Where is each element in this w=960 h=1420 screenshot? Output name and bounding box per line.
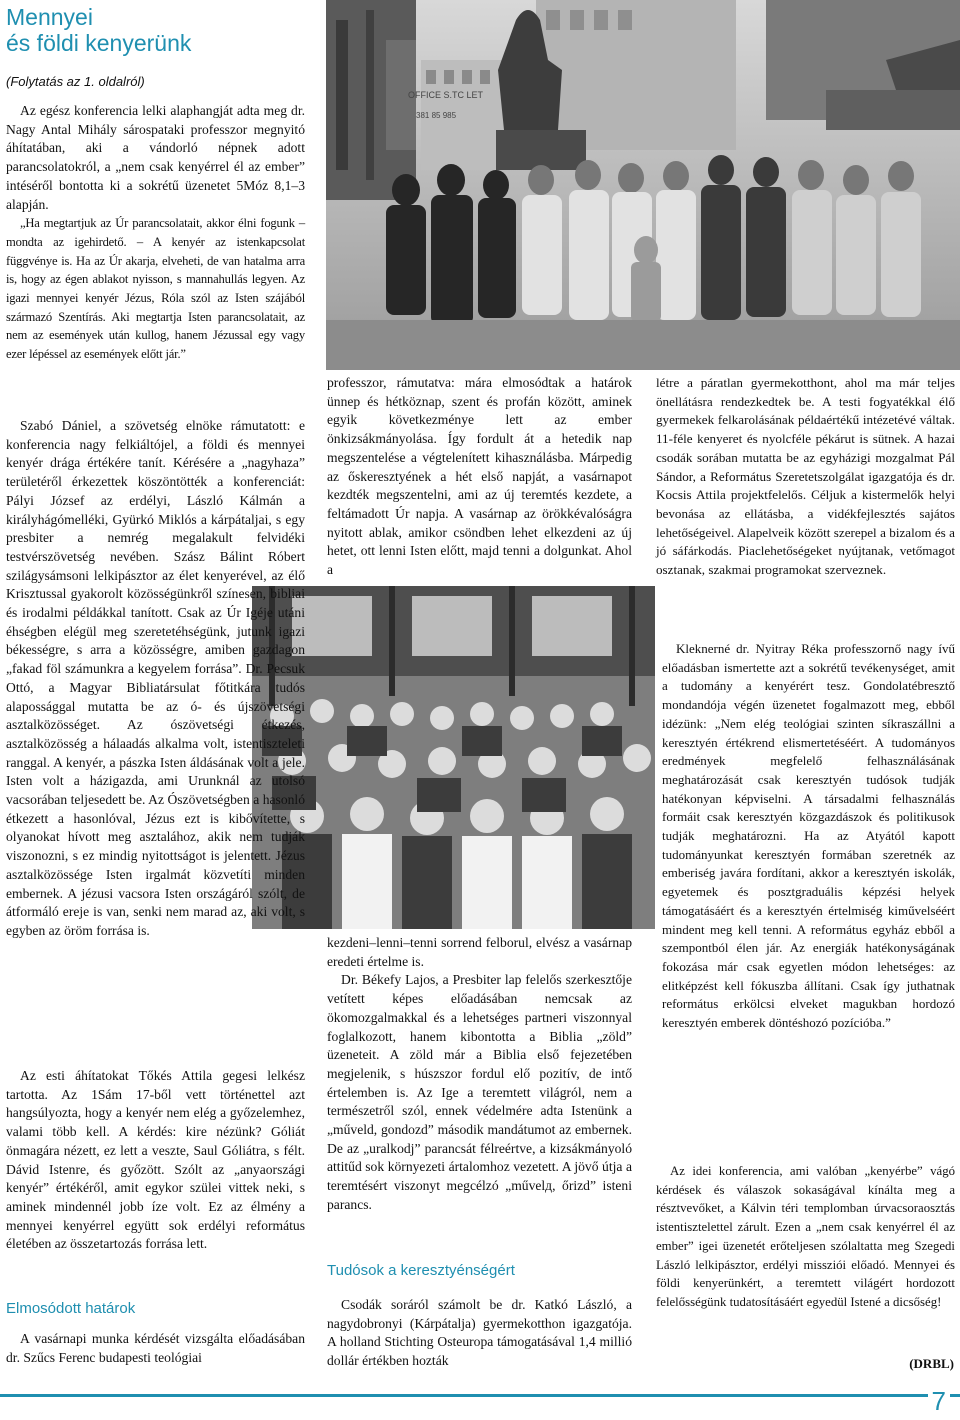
paragraph: Az egész konferencia lelki alaphangját adta meg dr. Nagy Antal Mihály sárospataki professzor megnyitó áhítatában, aki a vándorló népnek adott parancsolatokról, a „nem csak kenyérrel él az ember” intéséről bontotta ki a sokrétű üzenetet 5Móz 8,1–3 alapján.: [6, 103, 305, 212]
paragraph: Dr. Békefy Lajos, a Presbiter lap felelős szerkesztője vetített képes előadásában nemcsak az ökomozgalmakkal és a lehetséges partneri viszonnyal foglalkozott, hanem kibontotta a Biblia „zöld” üzeneteit. A zöld már a Biblia első fejezetében megjelenik, s húszszor fordul elő pozitív, de intő értelemben is. Az Ige a teremtett világról, nem a természetről szól, ennek védelmére adta Istenünk a „műveld, gondozd” második mandátumot az embernek. De az „uralkodj” parancsát félreértve, a kizsákmányoló attitűd sok környezeti ártalomhoz vezetett. A jövő útja a teremtésért viszonyt megcélzó „művelд, őrizd” isteni parancs.: [327, 972, 632, 1212]
footer-rule: [0, 1394, 960, 1397]
paragraph: Szabó Dániel, a szövetség elnöke rámutatott: e konferencia nagy felkiáltójel, a földi és mennyei kenyér drága értékére tanít. Kérésére a „nagyhaza” területéről érkezettek köszöntötték a konferenciát: Pályi József az erdélyi, László Kálmán a királyhágómelléki, Gyürkó Miklós a kárpátaljai, s egy presbiter a nemrég megalakult felvidéki testvérszövetség nevében. Szász Bálint Róbert szilágysámsoni lelkipásztor az élet kenyerével, az élő Krisztussal gyakorolt közösségünkről színesen, bibliai és irodalmi példákkal tanított. Csak az Úr Igéje utáni éhségben elégül meg szeretetéhségünk, jutunk igazi békességre, s arra a közösségre, amiben gazdagon „fakad föl számunkra a kegyelem forrása”. Dr. Pecsuk Ottó, a Magyar Bibliatársulat főtitkára tudós alapossággal mutatta be az ó- és újszövetségi asztalközösséget. Az ószövetségi étkezés, asztalközösség a hálaadás alkalma volt, istentiszteleti ranggal. A kenyér, a pászka Isten áldásának volt a jele. Isten volt a házigazda, ami Urunknál az utolsó vacsorában teljesedett be. Az Ószövetségben a hasonló étkezett a hasonlóval, Jézus ezt is kibővítette, s olyanokat hívott meg asztalához, akik nem tudják viszonozni, s ez mindig nyitottságot is jelentett. Jézus asztalközössége Isten irgalmát közvetíti minden embernek. A jézusi vacsora Isten országáról szólt, de átformáló ereje is van, senki nem marad az, aki volt, s egyben az öröm forrása is.: [6, 418, 305, 938]
paragraph: professzor, rámutatva: mára elmosódtak a határok ünnep és hétköznap, szent és profán között, aminek egyik következménye lett az ember önkizsákmányolása. Így fordult át a hetedik nap megszentelése a végtelenített kihasználásba. Márpedig az őskeresztyének a hét első napját, a vasárnapot kezdték megszentelni, ami az új teremtés kezdete, a feltámadott Úr napja. A vasárnap az örökkévalóságra nyitott ablak, amikor csöndben lehet elkezdeni az új hetet, ott lenni Isten előtt, majd tenni a dolgunkat. Ahol a: [327, 375, 632, 578]
page-number: 7: [928, 1386, 950, 1417]
subheading-tudosok: Tudósok a keresztyénségért: [327, 1262, 515, 1279]
paragraph: Kleknerné dr. Nyitray Réka professzornő nagy ívű előadásban ismertette azt a sokrétű tevékenységet, amit a tudomány a kenyérért tesz. Gondolatébresztő mondandója végén üzenetet fogalmazott meg, ebből idézünk: „Nem elég teológiai szinten síkraszállni a keresztyén értékrend elismertetéséért. A tudományos eredmények megfelelő felhasználásának meghatározását csak keresztyén tudósok tudják hatékonyan képviselni. A társadalmi felhasználás formáit csak keresztyén közgazdászok és politikusok tudják meghatározni. Ha az Atyától kapott tudományunkat keresztyén formában szeretnék az emberiség javára fordítani, akkor a keresztyén iskolák, egyetemek és posztgraduális képzési helyek támogatásáért és a keresztyén értelmiség kiművelséért mindent meg kell tenni. A református egyház ebből a szempontból élen jár. Az energiák hatékonyságának fokozása már csak egyetlen módon lehetséges: az elitképzést kell fókuszba állítani. Csak így juthatnak református erkölcsi elveket magukban hordozó keresztyén emberek döntéshozó pozícióba.”: [662, 641, 955, 1031]
column-3-middle: [662, 640, 955, 1033]
column-1-bottom: [6, 1067, 305, 1254]
continued-note: (Folytatás az 1. oldalról): [6, 74, 145, 89]
article-title: Mennyei és földi kenyerünk: [6, 4, 192, 56]
paragraph: létre a páratlan gyermekotthont, ahol ma már teljes önellátásra rendezkedtek be. A testi fogyatékkal élő gyermekek felkarolásának példaértékű intézetévé váltak. 11-féle kenyeret és nyolcféle pékárut is sütnek. A hazai csodák sorában mutatta be az egyházigi mozgalmat Pál Sándor, a Református Szeretetszolgálat igazgatója és dr. Kocsis Attila projektfelelős. Céljuk a kistermelők helyi bevonása az ellátásba, a vidékfejlesztés sajátos lehetőségeivel. Alapelveik között szerepel a bizalom és a jó sáfárkodás. Piaclehetőségeket nyújtanak, vetőmagot osztanak, szakmai programokat szerveznek.: [656, 375, 955, 578]
author-signature: (DRBL): [909, 1356, 954, 1371]
column-1-top: [6, 102, 305, 364]
column-2-end: [327, 1296, 632, 1371]
paragraph: „Ha megtartjuk az Úr parancsolatait, akkor élni fogunk – mondta az igehirdető. – A kenyér az istenkapcsolat függvénye is. Ha az Úr akarja, elveheti, de van hatalma arra is, hogy az égen ablakot nyisson, s mannahullás legyen. Az igazi mennyei kenyér Jézus, Róla szól az Isten szájából származó Szentírás. Aki megtartja Isten parancsolatait, az nem az események után kullog, hanem Jézussal egy vagy ezer lépéssel az események előtt jár.”: [6, 216, 305, 362]
audience-photo: [252, 586, 655, 929]
building-sign: OFFICE S.TC LET: [408, 90, 484, 100]
column-2-bottom: [327, 934, 632, 1215]
paragraph: Az idei konferencia, ami valóban „kenyérbe” vágó kérdések és válaszok sokaságával kínálta meg a résztvevőket, a Kálvin téri templomban úrvacsoraosztás istentisztelettel zárult. Ezen a „nem csak kenyérrel él az ember” igei üzenetét erőteljesen szólaltatta meg Szegedi László lelkipásztor, erdélyi missziói előadó. Mennyei és földi kenyerünkért, a teremtett világért hordozott felelősségünk tudatosításáért egyedül Istené a dicsőség!: [656, 1164, 955, 1309]
column-1-end: [6, 1330, 305, 1367]
paragraph: Csodák soráról számolt be dr. Katkó László, a nagydobronyi (Kárpátalja) gyermekotthon igazgatója. A holland Stichting Osteuropa támogatásával 1,4 millió dollár értékben hozták: [327, 1297, 632, 1369]
column-3-top: [656, 374, 955, 580]
paragraph: kezdeni–lenni–tenni sorrend felborul, elvész a vasárnap eredeti értelme is.: [327, 935, 632, 969]
paragraph: A vasárnapi munka kérdését vizsgálta előadásában dr. Szűcs Ferenc budapesti teológiai: [6, 1331, 305, 1365]
column-3-bottom: [656, 1162, 955, 1312]
column-2-top: [327, 374, 632, 580]
column-1-middle: [6, 417, 305, 941]
building-sign-number: 381 85 985: [416, 111, 457, 120]
group-photo: [326, 0, 960, 370]
subheading-elmosodott: Elmosódott határok: [6, 1300, 136, 1317]
paragraph: Az esti áhítatokat Tőkés Attila gegesi lelkész tartotta. Az 1Sám 17-ből vett történettel azt hangsúlyozta, hogy a kenyér nem elég a győzelemhez, valami több kell. A kérdés: kire nézünk? Góliát önmagára nézett, ez lett a veszte, Saul Góliátra, s félt. Dávid Istenre, és győzött. Szólt az „anyaországi kenyér” értékéről, amit egykor szülei vittek neki, s aminek mindennél jobb íze volt. Ez az élmény a mennyei kenyérrel együtt sok erdélyi református életében az összetartozás forrása lett.: [6, 1068, 305, 1252]
